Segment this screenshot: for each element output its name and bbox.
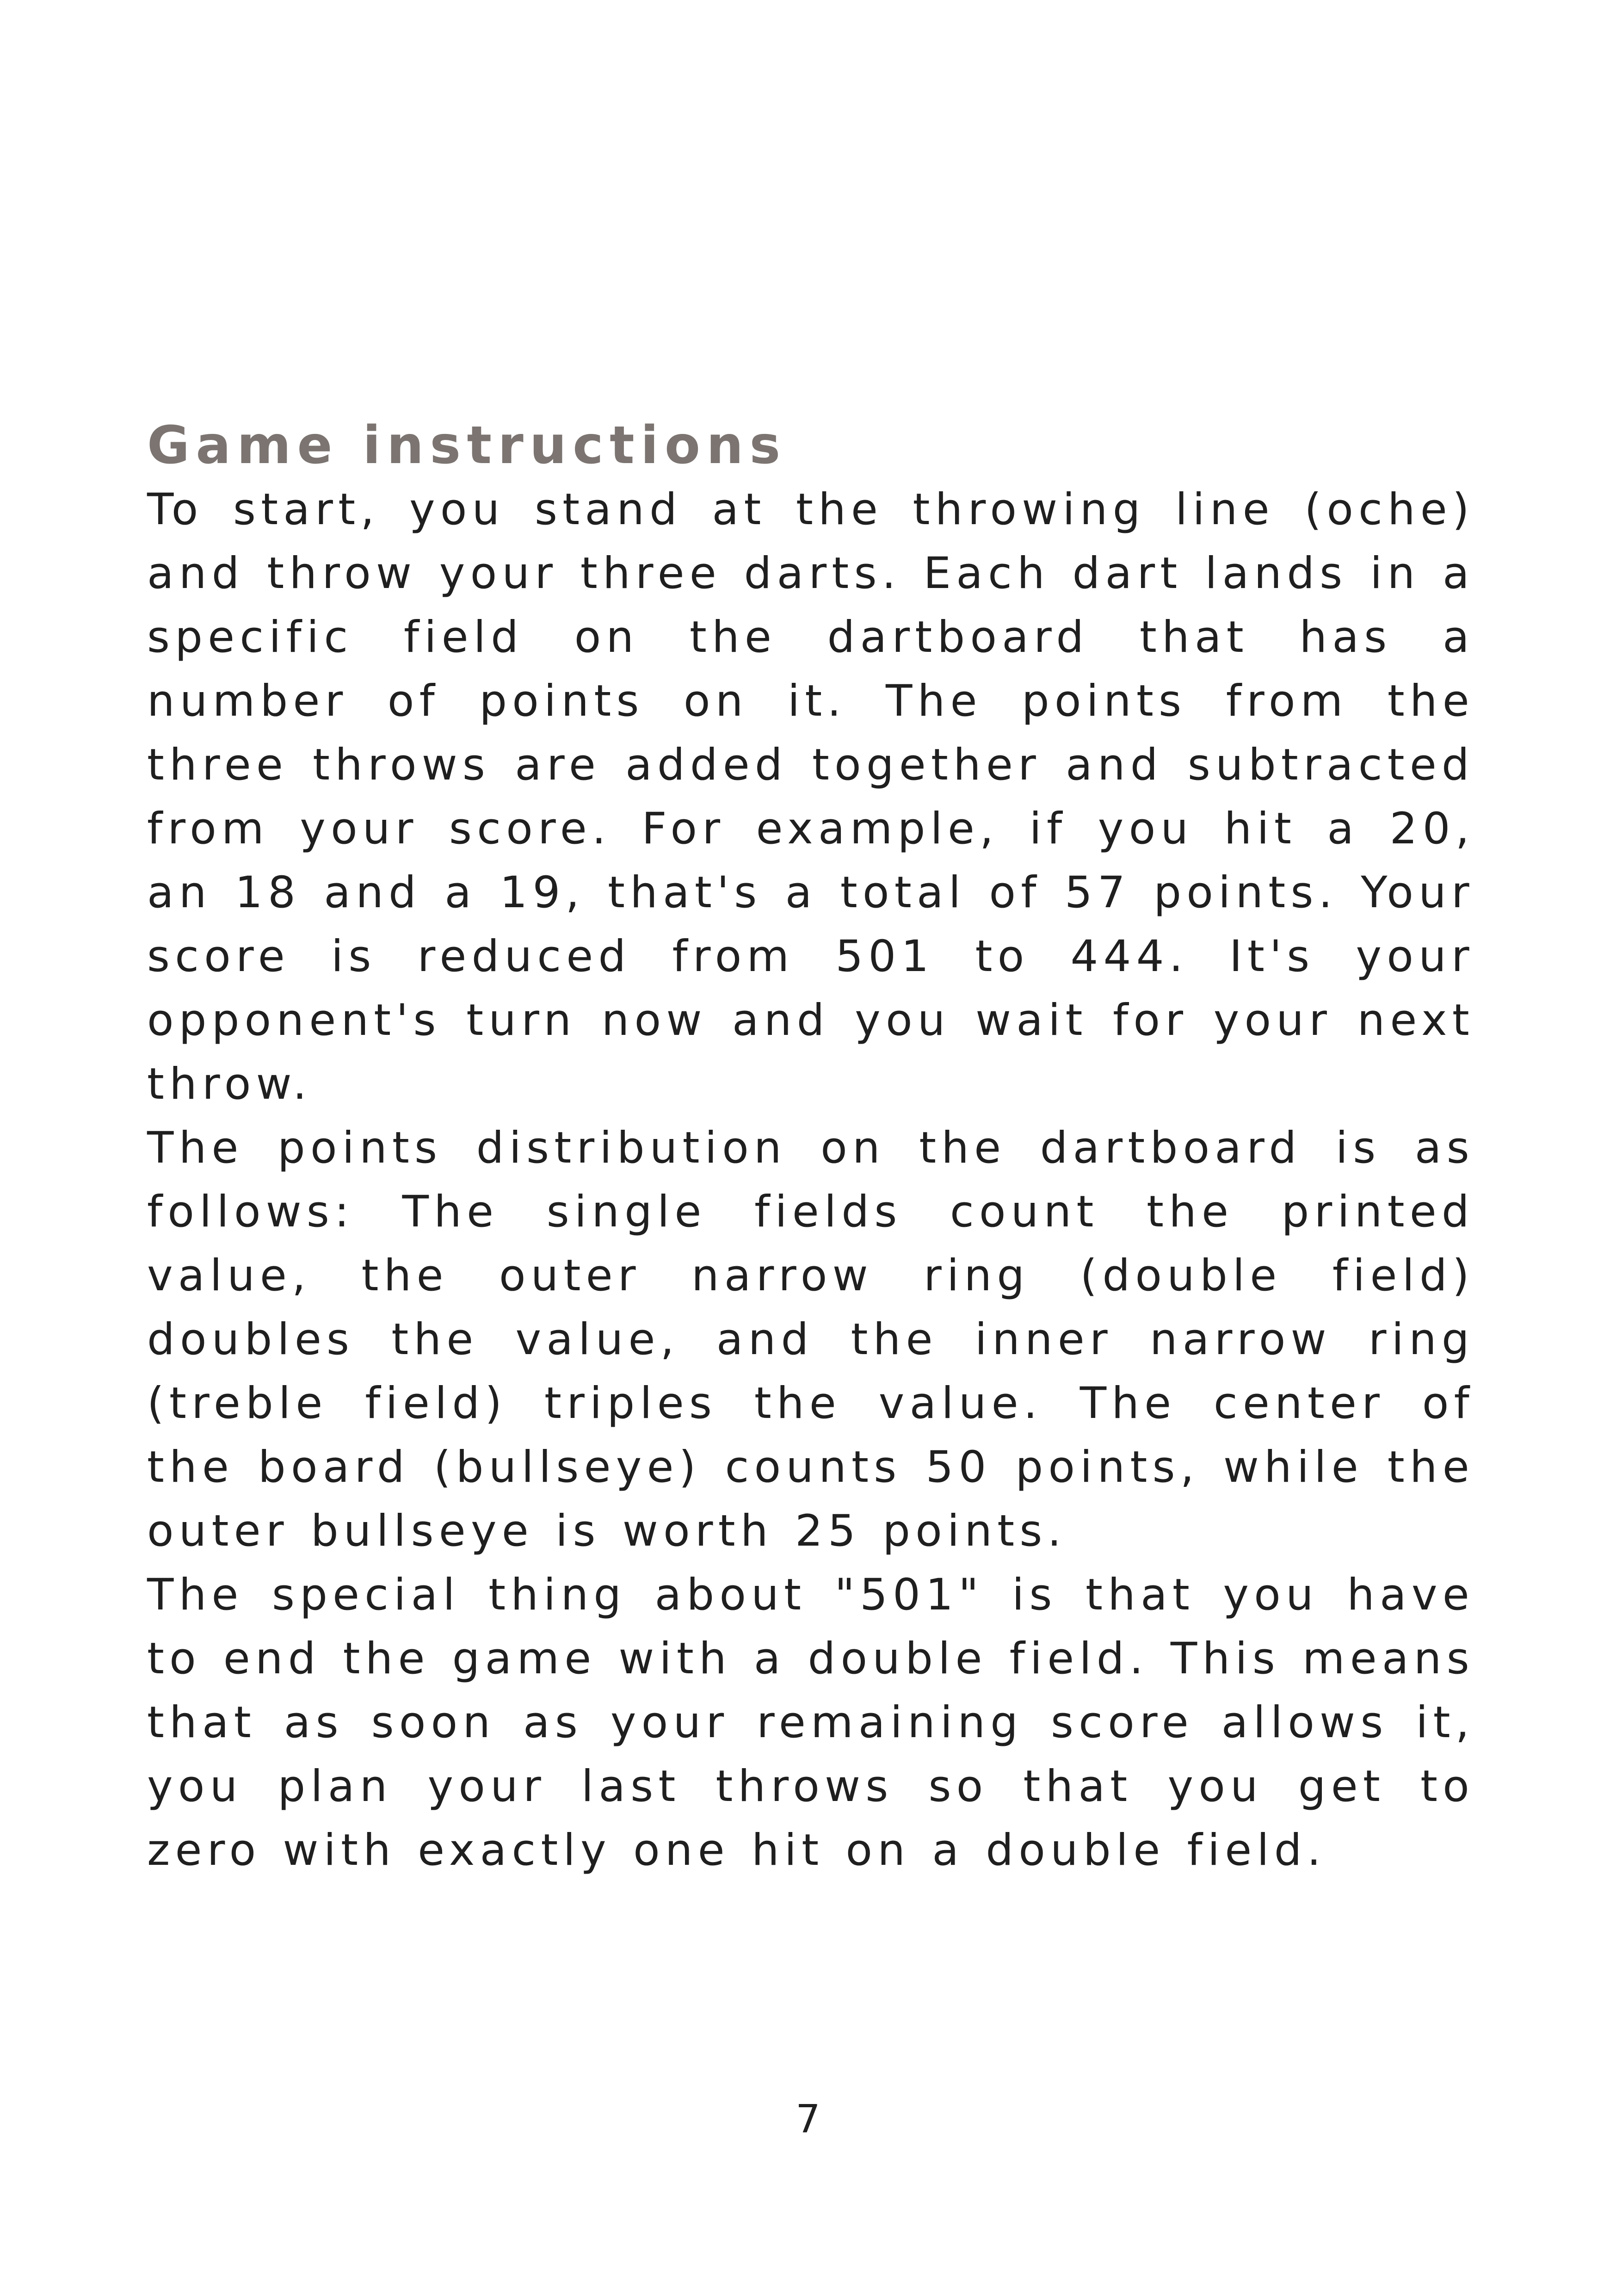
paragraph-double-out: The special thing about "501" is that you have to end the game with a double field. This means that as soon as your remaining score allows it, you plan your last throws so that you get to zero with exactly one hit on a double field. [147, 1570, 1474, 1875]
page-content [147, 413, 1474, 1882]
paragraph-points-distribution: The points distribution on the dartboard is as follows: The single fields count the printed value, the outer narrow ring (double field) doubles the value, and the inner narrow ring (treble field) triples the value. The center of the board (bullseye) counts 50 points, while the outer bullseye is worth 25 points. [147, 1123, 1474, 1556]
section-title: Game instructions [147, 415, 787, 476]
page-number: 7 [796, 2096, 820, 2141]
paragraph-throwing: To start, you stand at the throwing line (oche) and throw your three darts. Each dart lands in a specific field on the dartboard that has a number of points on it. The points from the three throws are added together and subtracted from your score. For example, if you hit a 20, an 18 and a 19, that's a total of 57 points. Your score is reduced from 501 to 444. It's your opponent's turn now and you wait for your next throw. [147, 484, 1474, 1109]
